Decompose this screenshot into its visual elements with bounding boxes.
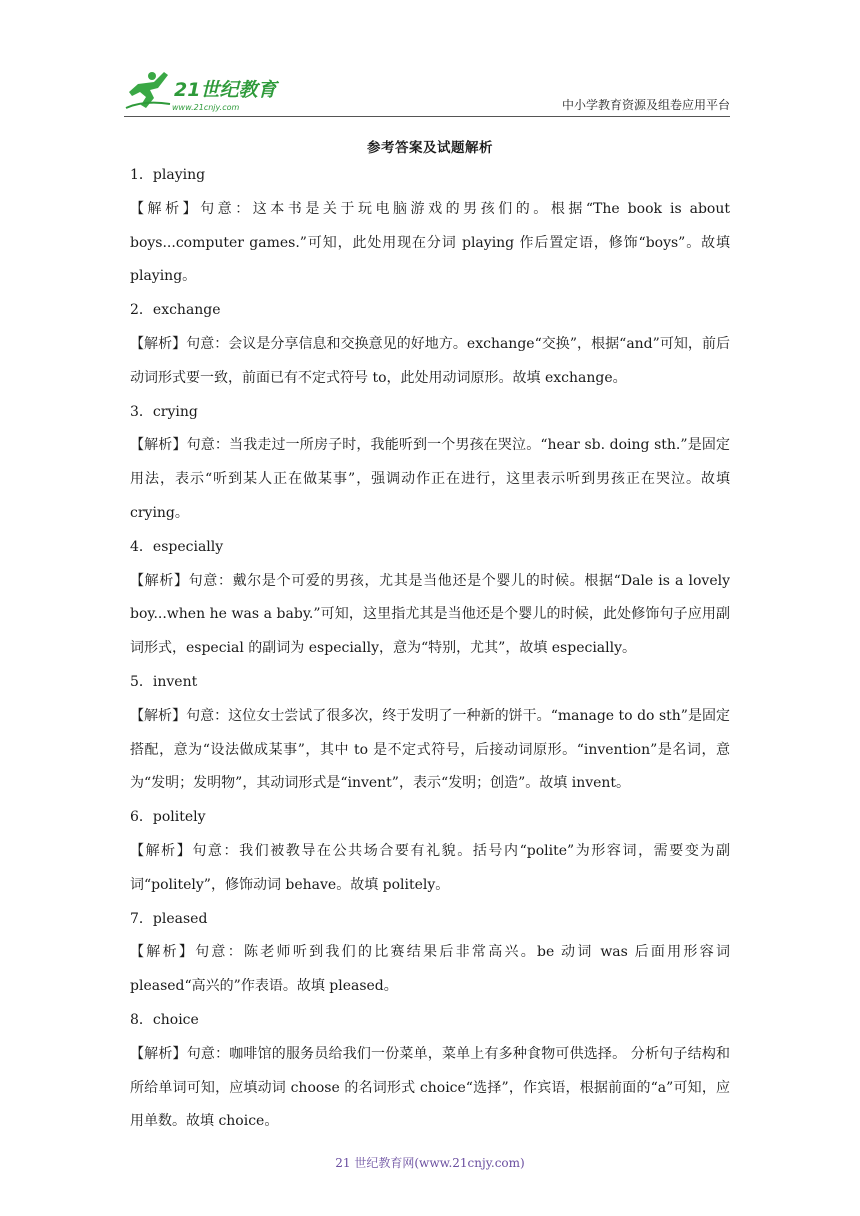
analysis-text: 【解析】句意：咖啡馆的服务员给我们一份菜单，菜单上有多种食物可供选择。 分析句子结构和所给单词可知，应填动词 choose 的名词形式 choice“选择”，作宾语，根据前面的“a”可知，应用单数。故填 choice。 bbox=[130, 1045, 730, 1130]
site-logo bbox=[124, 70, 294, 114]
logo-text: 21世纪教育 bbox=[174, 79, 277, 101]
answer-text: 3．crying bbox=[130, 403, 198, 420]
answer-text: 6．politely bbox=[130, 809, 206, 826]
page-header bbox=[124, 62, 730, 114]
analysis-text: 【解析】句意：这本书是关于玩电脑游戏的男孩们的。根据“The book is about boys...computer games.”可知，此处用现在分词 playing 作后置定语，修饰“boys”。故填 playing。 bbox=[130, 200, 730, 285]
answer-item bbox=[130, 531, 730, 666]
answer-text: 2．exchange bbox=[130, 302, 221, 319]
answer-item bbox=[130, 666, 730, 801]
analysis-text: 【解析】句意：会议是分享信息和交换意见的好地方。exchange“交换”，根据“and”可知，前后动词形式要一致，前面已有不定式符号 to，此处用动词原形。故填 exchange。 bbox=[130, 335, 730, 386]
answer-list bbox=[130, 159, 730, 1139]
answer-item bbox=[130, 903, 730, 1004]
answer-text: 1．playing bbox=[130, 167, 206, 183]
site-title: 中小学教育资源及组卷应用平台 bbox=[561, 98, 730, 112]
page-title: 参考答案及试题解析 bbox=[367, 140, 493, 156]
answer-text: 8．choice bbox=[130, 1011, 199, 1028]
logo-url: www.21cnjy.com bbox=[172, 103, 240, 112]
runner-icon bbox=[126, 72, 170, 108]
answer-item bbox=[130, 159, 730, 294]
analysis-text: 【解析】句意：这位女士尝试了很多次，终于发明了一种新的饼干。“manage to do sth”是固定搭配，意为“设法做成某事”，其中 to 是不定式符号，后接动词原形。“invention”是名词，意为“发明；发明物”，其动词形式是“invent”，表示“发明；创造”。故填 invent。 bbox=[130, 707, 730, 792]
page-footer: 21 世纪教育网(www.21cnjy.com) bbox=[335, 1156, 525, 1170]
answer-text: 4．especially bbox=[130, 538, 224, 555]
answer-text: 7．pleased bbox=[130, 910, 208, 927]
answer-item bbox=[130, 801, 730, 902]
header-divider bbox=[124, 116, 730, 117]
answer-item bbox=[130, 396, 730, 531]
answer-text: 5．invent bbox=[130, 673, 198, 690]
analysis-text: 【解析】句意：我们被教导在公共场合要有礼貌。括号内“polite”为形容词，需要变为副词“politely”，修饰动词 behave。故填 politely。 bbox=[130, 842, 730, 893]
answer-item bbox=[130, 1004, 730, 1139]
answer-item bbox=[130, 294, 730, 395]
analysis-text: 【解析】句意：陈老师听到我们的比赛结果后非常高兴。be 动词 was 后面用形容词 pleased“高兴的”作表语。故填 pleased。 bbox=[130, 944, 730, 995]
analysis-text: 【解析】句意：当我走过一所房子时，我能听到一个男孩在哭泣。“hear sb. doing sth.”是固定用法，表示“听到某人正在做某事”，强调动作正在进行，这里表示听到男孩正在哭泣。故填 crying。 bbox=[130, 437, 730, 521]
analysis-text: 【解析】句意：戴尔是个可爱的男孩，尤其是当他还是个婴儿的时候。根据“Dale is a lovely boy...when he was a baby.”可知，这里指尤其是当他还是个婴儿的时候，此处修饰句子应用副词形式，especial 的副词为 especially，意为“特别，尤其”，故填 especially。 bbox=[130, 572, 730, 657]
